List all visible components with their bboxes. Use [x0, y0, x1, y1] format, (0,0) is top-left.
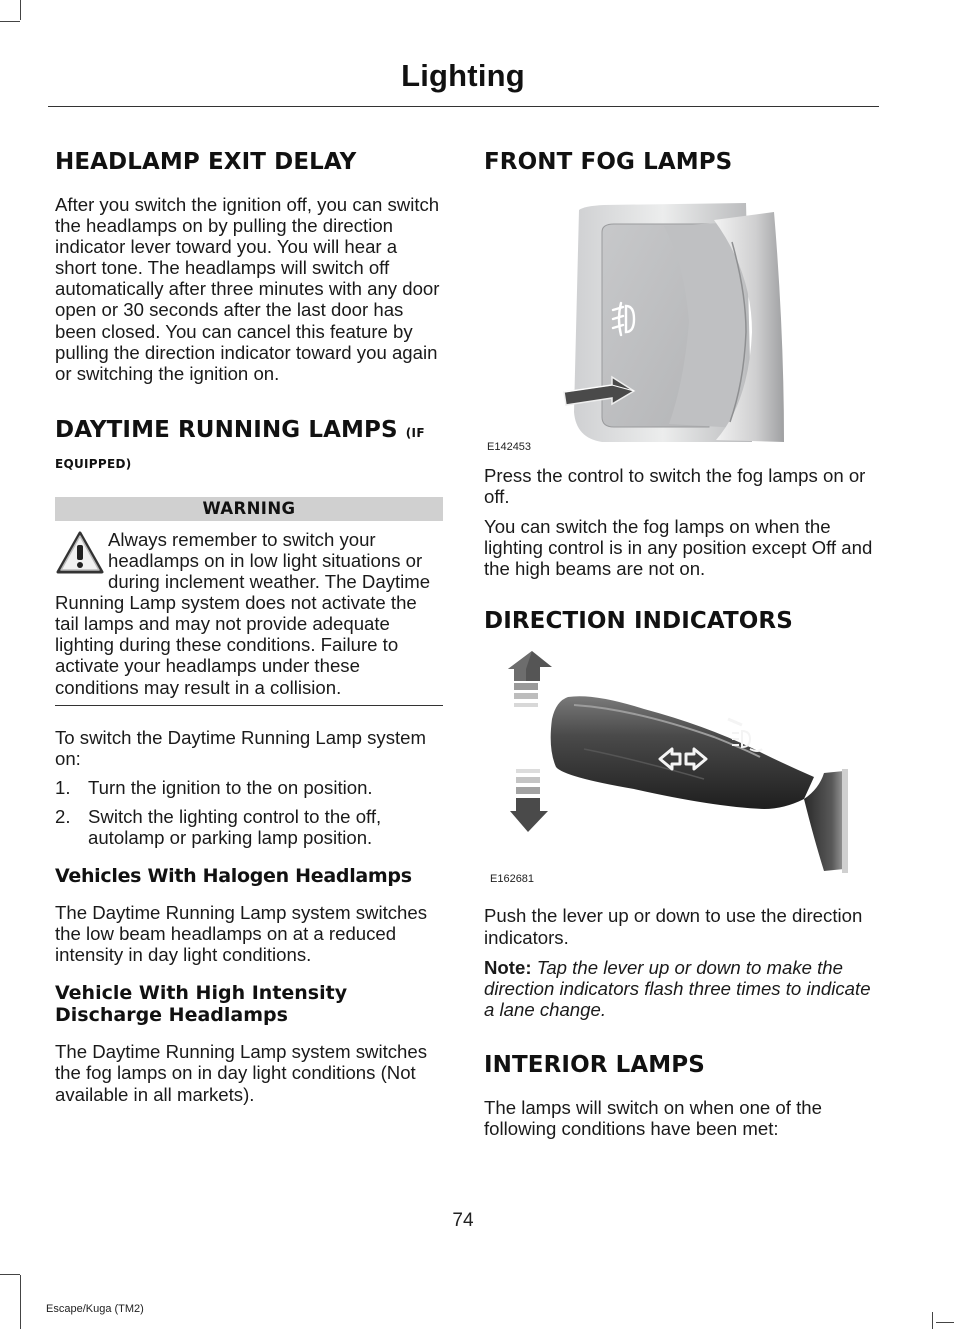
crop-mark: [20, 0, 21, 20]
crop-mark: [0, 21, 20, 22]
page-number: 74: [452, 1210, 474, 1231]
crop-mark: [932, 1312, 933, 1329]
arrow-up-icon: [508, 651, 552, 707]
left-column: [55, 148, 443, 1105]
direction-figure-code: E162681: [490, 873, 535, 886]
fog-body-1: Press the control to switch the fog lamps on or off.: [484, 465, 866, 508]
drl-intro: To switch the Daytime Running Lamp system on:: [55, 726, 426, 769]
exit-delay-body: After you switch the ignition off, you can switch the headlamps on by pulling the direction indicator lever toward you. You will hear a short tone. The headlamps will switch off automatically after three minutes with any door open or 30 seconds after the last door has been closed. You can cancel this feature by pulling the direction indicator toward you again or switching the ignition on.: [55, 194, 440, 384]
note-text: Tap the lever up or down to make the direction indicators flash three times to indicate a lane change.: [484, 956, 871, 1020]
right-column: [484, 148, 876, 1139]
interior-heading: INTERIOR LAMPS: [484, 1051, 705, 1078]
footer-model: Escape/Kuga (TM2): [46, 1303, 144, 1315]
fog-heading: FRONT FOG LAMPS: [484, 149, 733, 175]
direction-indicator-lever-figure: [484, 649, 876, 889]
list-item: [55, 777, 443, 798]
fog-figure-code: E142453: [487, 441, 532, 453]
warning-label: WARNING: [55, 497, 443, 521]
drl-heading-suffix-2: EQUIPPED): [55, 456, 132, 471]
warning-text: Always remember to switch your headlamps on in low light situations or during inclement weather. The Daytime Running Lamp system does not activate the tail lamps and may not provide adequate lighting during these conditions. Failure to activate your headlamps under these conditions may result in a collision.: [55, 528, 431, 698]
drl-heading: [55, 416, 443, 447]
drl-heading-suffix: (IF: [405, 425, 425, 440]
step-text: Switch the lighting control to the off, autolamp or parking lamp position.: [88, 805, 382, 848]
halogen-heading: Vehicles With Halogen Headlamps: [55, 865, 412, 888]
hid-heading: Vehicle With High Intensity Discharge Headlamps: [55, 982, 348, 1027]
direction-heading: DIRECTION INDICATORS: [484, 608, 793, 635]
crop-mark: [0, 1274, 20, 1275]
fog-lamp-switch-figure: [484, 202, 876, 447]
hid-body: The Daytime Running Lamp system switches the fog lamps on in day light conditions (Not available in all markets).: [55, 1041, 428, 1105]
direction-note: [484, 957, 876, 1020]
arrow-down-icon: [510, 769, 548, 832]
crop-mark: [20, 1275, 21, 1329]
page-title: Lighting: [401, 58, 525, 93]
direction-body: Push the lever up or down to use the direction indicators.: [484, 905, 863, 948]
exit-delay-heading: HEADLAMP EXIT DELAY: [55, 149, 357, 175]
fog-body-2: You can switch the fog lamps on when the lighting control is in any position except Off and the high beams are not on.: [484, 516, 873, 580]
step-number: 2.: [55, 805, 71, 827]
interior-body: The lamps will switch on when one of the following conditions have been met:: [484, 1096, 822, 1140]
note-label: Note:: [484, 956, 532, 978]
warning-triangle-icon: [55, 530, 105, 576]
title-rule: [48, 106, 879, 107]
warning-box: [55, 529, 443, 706]
drl-steps: [55, 777, 443, 848]
list-item: [55, 806, 443, 848]
halogen-body: The Daytime Running Lamp system switches the low beam headlamps on at a reduced intensity in day light conditions.: [55, 902, 428, 966]
step-number: 1.: [55, 776, 71, 798]
drl-heading-text: DAYTIME RUNNING LAMPS: [55, 416, 398, 443]
step-text: Turn the ignition to the on position.: [88, 776, 373, 798]
crop-mark: [936, 1322, 954, 1323]
